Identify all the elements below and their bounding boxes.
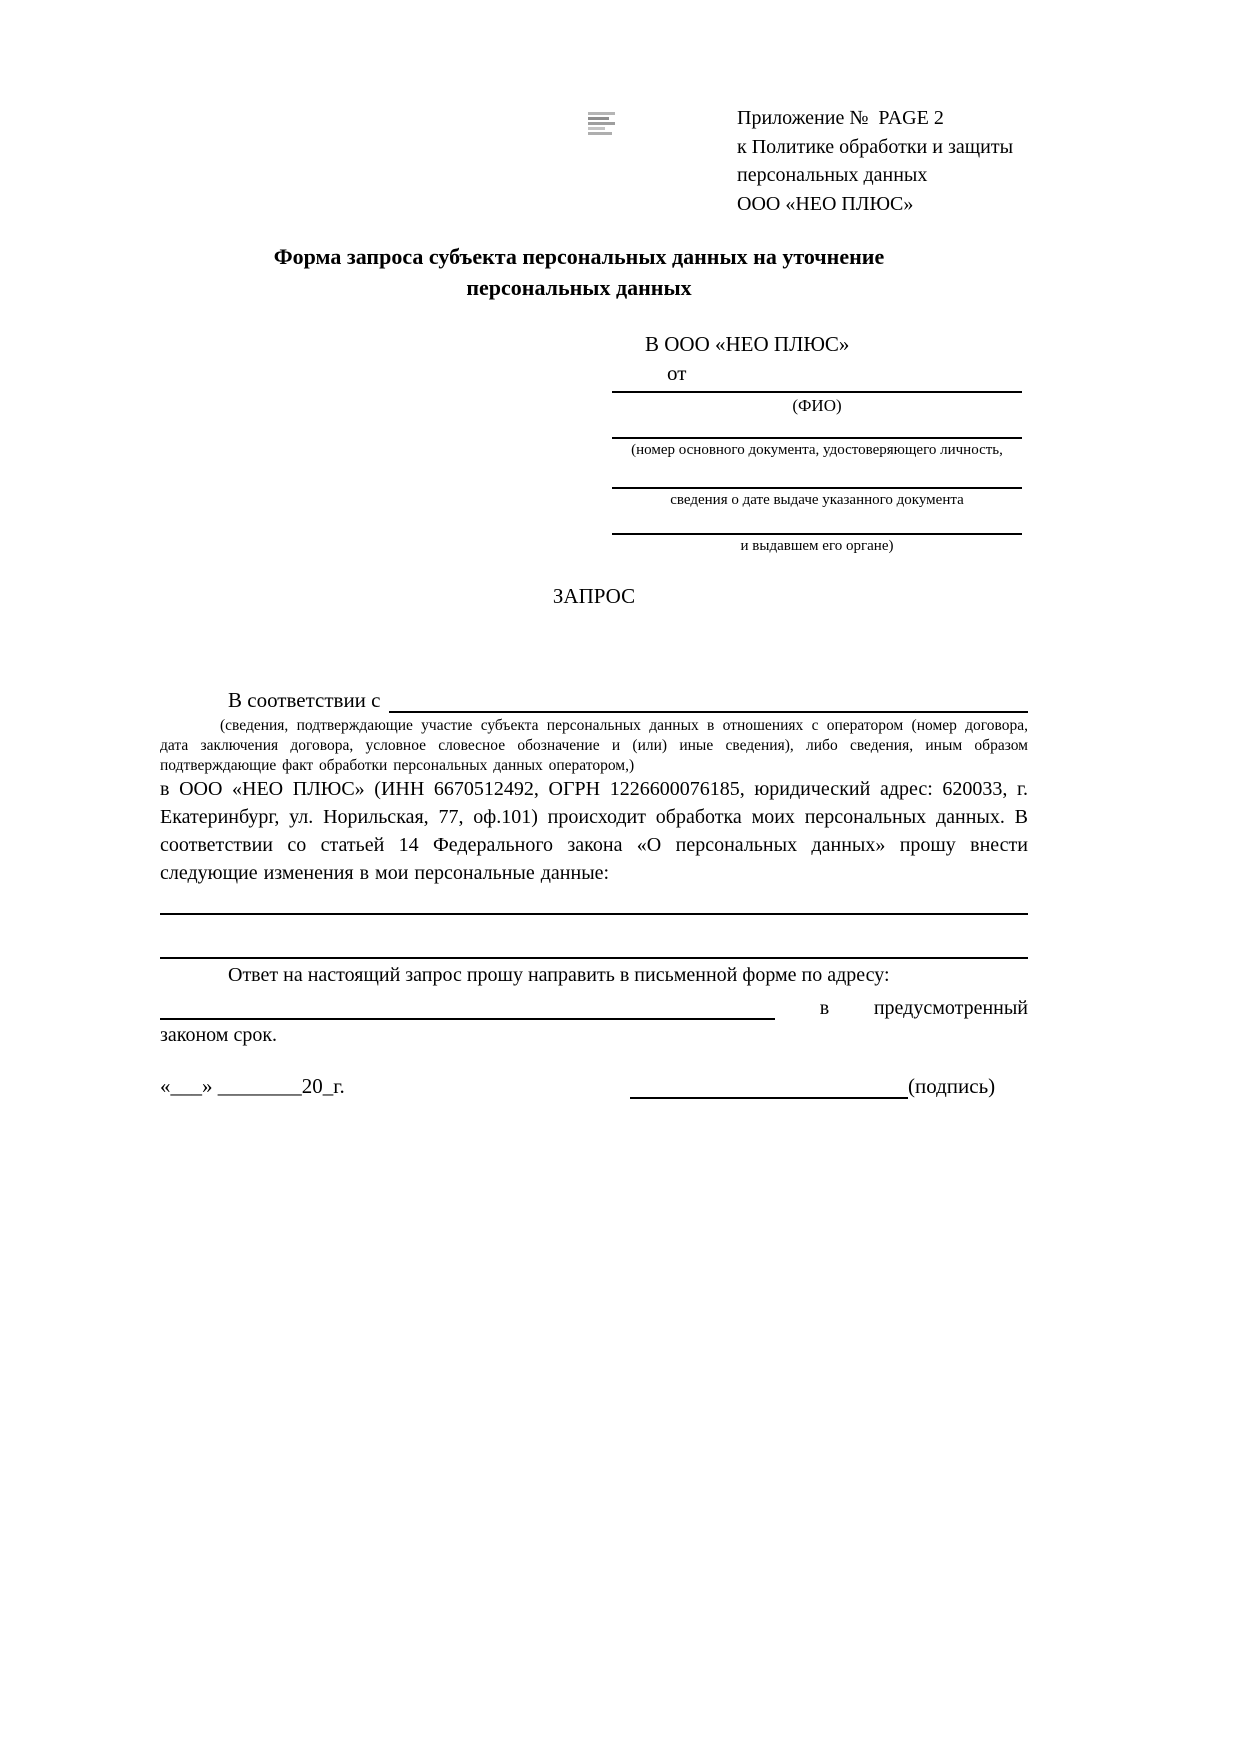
date-writein: «___» ________20_г. bbox=[160, 1074, 345, 1098]
reply-tail-word1: в bbox=[819, 997, 830, 1019]
issuing-authority-writein-field bbox=[612, 533, 1022, 555]
appendix-line: Приложение № PAGE 2 bbox=[737, 107, 944, 129]
intro-footnote: (сведения, подтверждающие участие субъекта персональных данных в отношениях с оператором (номер договора, дата заключения договора, условное словесное обозначение и (или) иные сведения), либо сведения, иным образом подтверждающие факт обработки персональных данных оператором,) bbox=[160, 717, 1028, 774]
signature-writein-line bbox=[630, 1075, 908, 1099]
document-number-writein-field bbox=[612, 437, 1022, 459]
issue-date-field-label: сведения о дате выдаче указанного документа bbox=[670, 492, 964, 508]
address-writein-line bbox=[160, 996, 775, 1020]
changes-writein-line-1 bbox=[160, 913, 1028, 915]
changes-writein-line-2 bbox=[160, 957, 1028, 959]
appendix-header bbox=[737, 104, 1013, 218]
intro-writein-line bbox=[389, 690, 1029, 713]
fio-field-label: (ФИО) bbox=[792, 396, 842, 415]
appendix-line: к Политике обработки и защиты bbox=[737, 135, 1014, 158]
page-title-line1: Форма запроса субъекта персональных данных на уточнение bbox=[273, 244, 885, 269]
reply-sentence: Ответ на настоящий запрос прошу направить в письменной форме по адресу: bbox=[228, 964, 890, 986]
from-label: от bbox=[667, 361, 687, 385]
document-number-field-label: (номер основного документа, удостоверяющего личность, bbox=[631, 442, 1003, 458]
reply-address-line bbox=[160, 994, 1028, 1020]
request-heading: ЗАПРОС bbox=[552, 584, 636, 608]
signature-row bbox=[630, 1074, 995, 1099]
issuing-authority-field-label: и выдавшем его органе) bbox=[740, 538, 894, 554]
intro-prefix: В соответствии с bbox=[228, 688, 381, 712]
intro-line bbox=[160, 688, 1028, 713]
request-body-paragraph: в ООО «НЕО ПЛЮС» (ИНН 6670512492, ОГРН 1226600076185, юридический адрес: 620033, г. Екатеринбург, ул. Норильская, 77, оф.101) происходит обработка моих персональных данных. В соответствии со статьей 14 Федерального закона «О персональных данных» прошу внести следующие изменения в мои персональные данные: bbox=[160, 778, 1028, 884]
page-title-line2: персональных данных bbox=[466, 275, 692, 300]
addressee-company: В ООО «НЕО ПЛЮС» bbox=[645, 332, 850, 356]
fio-writein-field bbox=[612, 391, 1022, 416]
appendix-line: ООО «НЕО ПЛЮС» bbox=[737, 192, 914, 215]
signature-label: (подпись) bbox=[908, 1074, 996, 1098]
word-field-marker-icon bbox=[588, 112, 615, 135]
appendix-line: персональных данных bbox=[737, 164, 928, 186]
issue-date-writein-field bbox=[612, 487, 1022, 509]
reply-tail-line2: законом срок. bbox=[160, 1024, 278, 1046]
page-title bbox=[130, 241, 1028, 303]
reply-tail-word2: предусмотренный bbox=[873, 997, 1028, 1019]
